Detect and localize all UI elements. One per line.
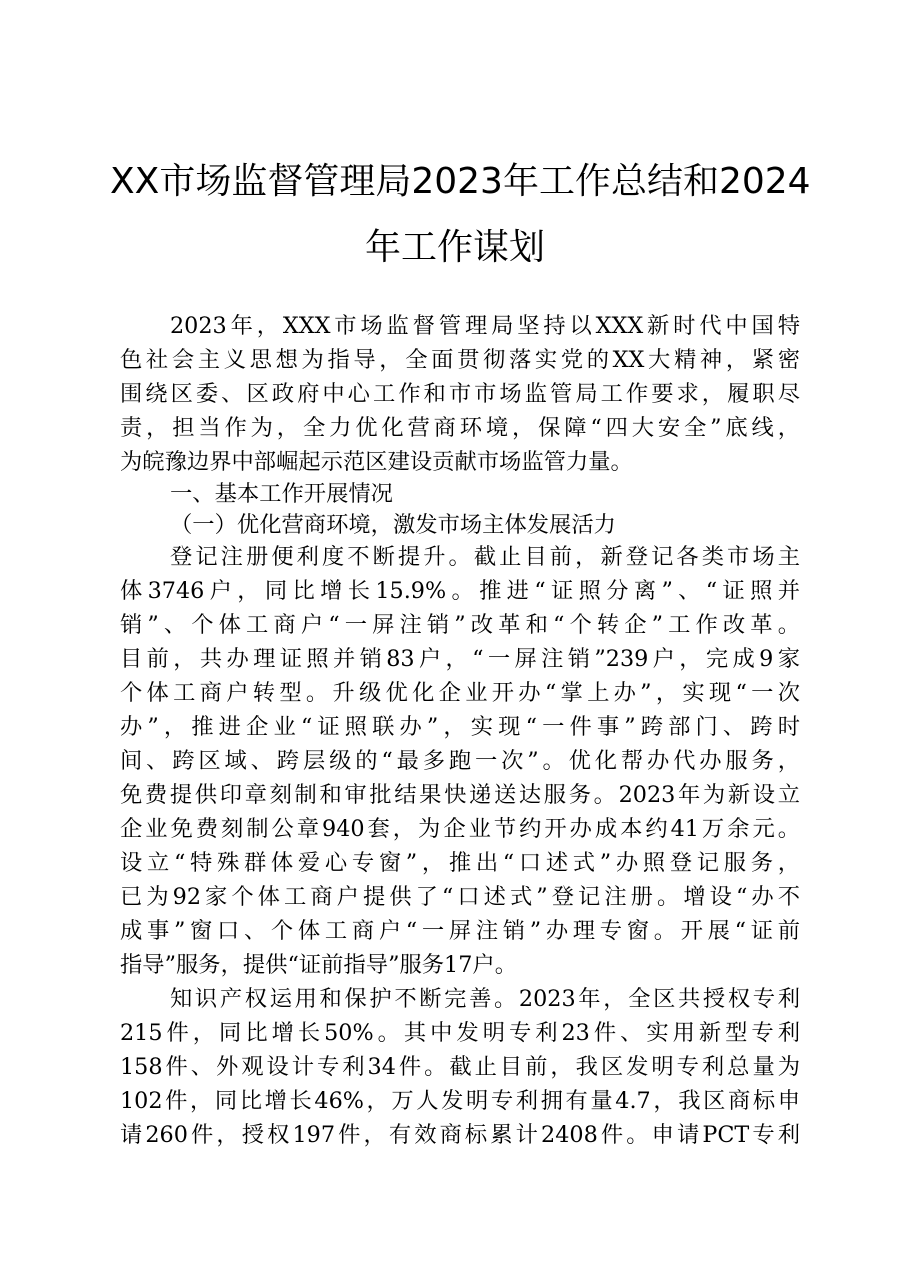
intro-line: 色社会主义思想为指导，全面贯彻落实党的XX大精神，紧密	[120, 347, 800, 373]
document-title-line-1: XX市场监督管理局2023年工作总结和2024	[110, 161, 811, 202]
paragraph-line: 已为92家个体工商户提供了“口述式”登记注册。增设“办不	[120, 884, 800, 910]
paragraph-line: 免费提供印章刻制和审批结果快递送达服务。2023年为新设立	[120, 782, 800, 808]
intro-line: 责，担当作为，全力优化营商环境，保障“四大安全”底线，	[120, 415, 800, 441]
paragraph-line: 体3746户，同比增长15.9%。推进“证照分离”、“证照并	[120, 578, 800, 604]
paragraph-line: 102件，同比增长46%，万人发明专利拥有量4.7，我区商标申	[120, 1088, 800, 1114]
paragraph-line: 登记注册便利度不断提升。截止目前，新登记各类市场主	[170, 544, 800, 570]
document-title-line-2: 年工作谋划	[364, 227, 545, 268]
paragraph-line: 请260件，授权197件，有效商标累计2408件。申请PCT专利	[120, 1122, 800, 1148]
paragraph-line: 目前，共办理证照并销83户，“一屏注销”239户，完成9家	[120, 646, 800, 672]
paragraph-line: 成事”窗口、个体工商户“一屏注销”办理专窗。开展“证前	[120, 918, 800, 944]
intro-line: 围绕区委、区政府中心工作和市市场监管局工作要求，履职尽	[120, 381, 800, 407]
paragraph-line: 间、跨区域、跨层级的“最多跑一次”。优化帮办代办服务，	[120, 748, 800, 774]
paragraph-line: 知识产权运用和保护不断完善。2023年，全区共授权专利	[170, 986, 800, 1012]
paragraph-line: 设立“特殊群体爱心专窗”，推出“口述式”办照登记服务，	[120, 850, 800, 876]
paragraph-line: 指导”服务，提供“证前指导”服务17户。	[120, 952, 518, 978]
paragraph-line: 办”，推进企业“证照联办”，实现“一件事”跨部门、跨时	[120, 714, 800, 740]
section-heading: 一、基本工作开展情况	[170, 481, 393, 507]
intro-line: 为皖豫边界中部崛起示范区建设贡献市场监管力量。	[120, 449, 633, 475]
intro-line: 2023年，XXX市场监督管理局坚持以XXX新时代中国特	[170, 313, 800, 339]
subsection-heading: （一）优化营商环境，激发市场主体发展活力	[170, 512, 616, 538]
paragraph-line: 215件，同比增长50%。其中发明专利23件、实用新型专利	[120, 1020, 800, 1046]
paragraph-line: 销”、个体工商户“一屏注销”改革和“个转企”工作改革。	[120, 612, 800, 638]
paragraph-line: 个体工商户转型。升级优化企业开办“掌上办”，实现“一次	[120, 680, 800, 706]
paragraph-line: 企业免费刻制公章940套，为企业节约开办成本约41万余元。	[120, 816, 800, 842]
paragraph-line: 158件、外观设计专利34件。截止目前，我区发明专利总量为	[120, 1054, 800, 1080]
